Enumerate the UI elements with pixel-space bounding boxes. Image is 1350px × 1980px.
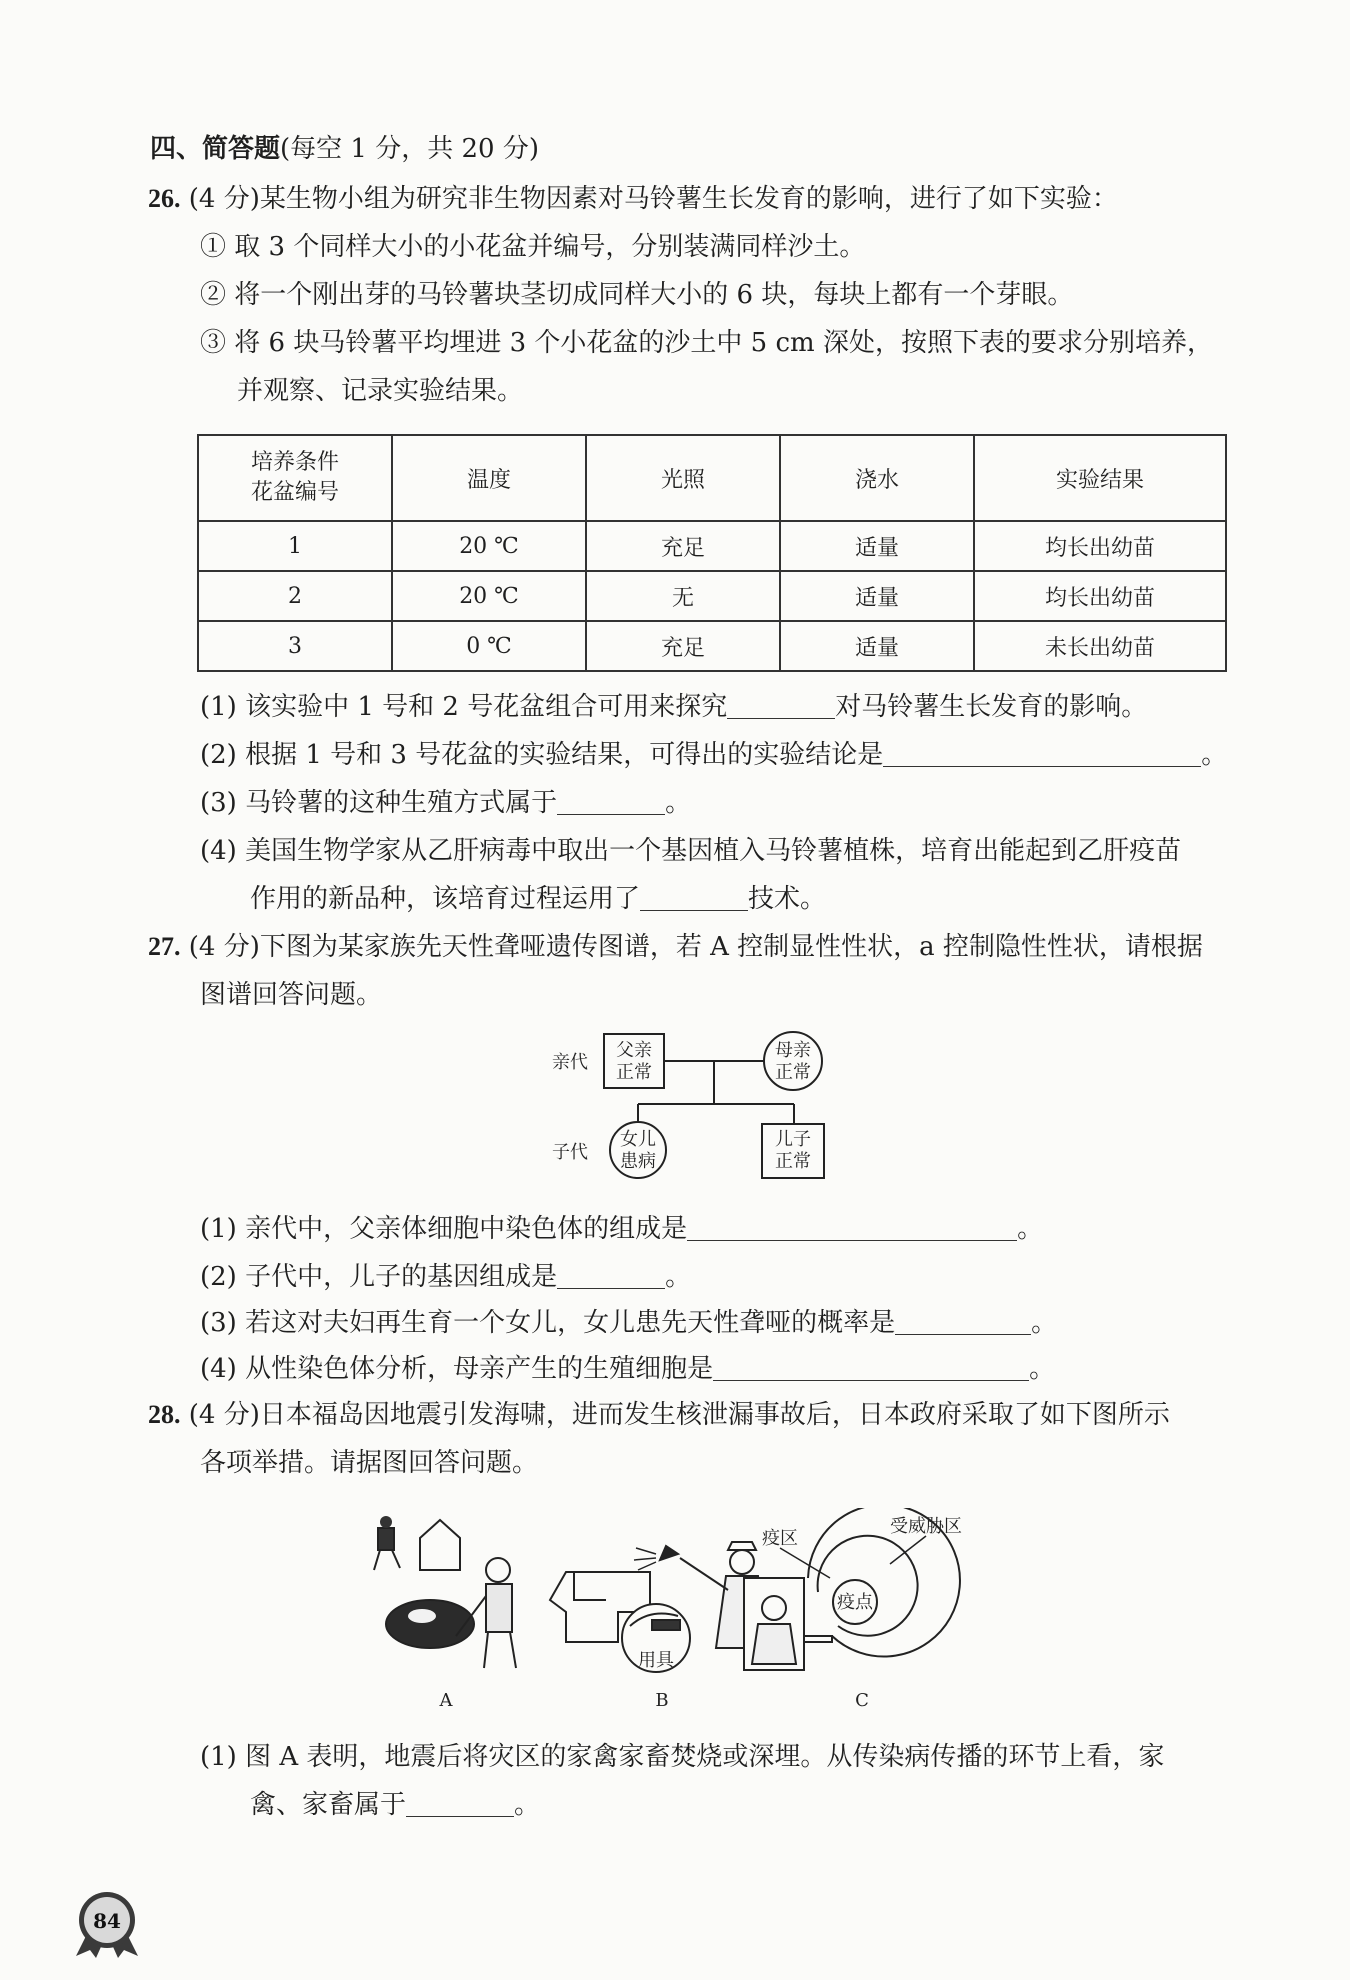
q26-sub-2 <box>200 738 1227 772</box>
q27-number: 27. <box>148 932 181 961</box>
q26-sub-1-tail: 对马铃薯生长发育的影响。 <box>835 692 1148 722</box>
burial-pit-icon <box>386 1600 474 1648</box>
q28-sub-1-tail: 。 <box>514 1790 541 1820</box>
q27-sub-1-tail: 。 <box>1017 1214 1044 1244</box>
cell-light: 充足 <box>586 521 780 571</box>
q26-step-1: ① 取 3 个同样大小的小花盆并编号，分别装满同样沙土。 <box>200 232 866 262</box>
cell-pot: 1 <box>198 521 392 571</box>
cell-water: 适量 <box>780 521 974 571</box>
cell-temperature: 0 ℃ <box>392 621 586 671</box>
q26-sub-4: (4) 美国生物学家从乙肝病毒中取出一个基因植入马铃薯植株，培育出能起到乙肝疫苗 <box>200 836 1182 866</box>
q28-sub-1: (1) 图 A 表明，地震后将灾区的家禽家畜焚烧或深埋。从传染病传播的环节上看，家 <box>200 1742 1165 1772</box>
q26-stem <box>148 182 1118 216</box>
q26-stem-text: (4 分)某生物小组为研究非生物因素对马铃薯生长发育的影响，进行了如下实验： <box>188 184 1118 214</box>
header-result: 实验结果 <box>974 435 1226 521</box>
q27-sub-4-text: (4) 从性染色体分析，母亲产生的生殖细胞是 <box>200 1354 714 1384</box>
q28-blank-1[interactable] <box>406 1792 514 1817</box>
spray-nozzle-icon <box>660 1546 678 1560</box>
q26-sub-3-tail: 。 <box>665 788 692 818</box>
header-temperature: 温度 <box>392 435 586 521</box>
measures-figure <box>360 1508 980 1714</box>
q26-blank-2[interactable] <box>883 742 1201 767</box>
running-person-icon <box>378 1528 394 1550</box>
panel-b-label: B <box>655 1690 669 1711</box>
father-label-2: 正常 <box>616 1062 652 1083</box>
table-row <box>198 571 1226 621</box>
nurse-icon <box>730 1550 754 1574</box>
epidemic-point-label: 疫点 <box>837 1592 873 1613</box>
cell-result: 未长出幼苗 <box>974 621 1226 671</box>
q27-sub-2-tail: 。 <box>665 1262 692 1292</box>
table-row <box>198 521 1226 571</box>
daughter-label-1: 女儿 <box>620 1129 656 1150</box>
son-label-1: 儿子 <box>775 1129 811 1150</box>
table-header-row <box>198 435 1226 521</box>
cell-water: 适量 <box>780 621 974 671</box>
cell-water: 适量 <box>780 571 974 621</box>
q26-number: 26. <box>148 184 181 213</box>
panel-a-illustration <box>374 1516 516 1668</box>
q27-sub-3 <box>200 1306 1057 1340</box>
q27-sub-2-text: (2) 子代中，儿子的基因组成是 <box>200 1262 558 1292</box>
q28-stem <box>148 1398 1170 1432</box>
house-icon <box>420 1520 460 1570</box>
cell-result: 均长出幼苗 <box>974 571 1226 621</box>
q26-step-3: ③ 将 6 块马铃薯平均埋进 3 个小花盆的沙土中 5 cm 深处，按照下表的要求分别培养， <box>200 328 1213 358</box>
q27-sub-3-tail: 。 <box>1031 1308 1058 1338</box>
q26-sub-4-tail: 技术。 <box>748 884 827 914</box>
q27-stem-cont: 图谱回答问题。 <box>200 980 383 1010</box>
page-number: 84 <box>93 1909 121 1933</box>
panel-b-illustration <box>550 1542 768 1672</box>
q26-step-2: ② 将一个刚出芽的马铃薯块茎切成同样大小的 6 块，每块上都有一个芽眼。 <box>200 280 1074 310</box>
q28-sub-1-cont <box>250 1788 540 1822</box>
q27-sub-4 <box>200 1352 1055 1386</box>
q26-blank-4[interactable] <box>640 886 748 911</box>
page-number-badge <box>72 1888 142 1958</box>
epidemic-zone-label: 疫区 <box>762 1528 798 1549</box>
panel-c-illustration <box>744 1508 962 1670</box>
q27-stem-text: (4 分)下图为某家族先天性聋哑遗传图谱，若 A 控制显性性状，a 控制隐性性状，请根据 <box>188 932 1203 962</box>
q28-stem-cont: 各项举措。请据图回答问题。 <box>200 1448 539 1478</box>
tool-label: 用具 <box>638 1650 674 1671</box>
daughter-label-2: 患病 <box>620 1151 656 1172</box>
cell-light: 充足 <box>586 621 780 671</box>
q27-sub-1-text: (1) 亲代中，父亲体细胞中染色体的组成是 <box>200 1214 688 1244</box>
panel-c-label: C <box>855 1690 869 1711</box>
q26-blank-3[interactable] <box>557 790 665 815</box>
son-label-2: 正常 <box>775 1151 811 1172</box>
corner-bottom-label: 花盆编号 <box>250 480 339 505</box>
section-title: 四、简答题 <box>150 134 281 164</box>
cell-light: 无 <box>586 571 780 621</box>
q27-sub-1 <box>200 1212 1043 1246</box>
cell-temperature: 20 ℃ <box>392 521 586 571</box>
q27-blank-4[interactable] <box>713 1356 1029 1381</box>
cell-pot: 3 <box>198 621 392 671</box>
q27-stem <box>148 930 1203 964</box>
mother-label-1: 母亲 <box>775 1040 811 1061</box>
panel-a-label: A <box>439 1690 453 1711</box>
pedigree-chart <box>540 1026 840 1192</box>
header-water: 浇水 <box>780 435 974 521</box>
cell-result: 均长出幼苗 <box>974 521 1226 571</box>
q27-sub-4-tail: 。 <box>1029 1354 1056 1384</box>
cell-pot: 2 <box>198 571 392 621</box>
q26-sub-4-text: 作用的新品种，该培育过程运用了 <box>250 884 641 914</box>
q26-sub-1 <box>200 690 1147 724</box>
experiment-table <box>197 434 1227 672</box>
q26-blank-1[interactable] <box>727 694 835 719</box>
q27-blank-2[interactable] <box>557 1264 665 1289</box>
q28-number: 28. <box>148 1400 181 1429</box>
table-row <box>198 621 1226 671</box>
q26-sub-2-tail: 。 <box>1201 740 1228 770</box>
q27-sub-2 <box>200 1260 691 1294</box>
q27-blank-3[interactable] <box>895 1310 1031 1335</box>
section-heading <box>150 132 539 166</box>
q28-sub-1-text: 禽、家畜属于 <box>250 1790 407 1820</box>
worker-icon <box>486 1558 510 1582</box>
q26-sub-3-text: (3) 马铃薯的这种生殖方式属于 <box>200 788 558 818</box>
parent-generation-label: 亲代 <box>552 1052 588 1073</box>
q26-sub-2-text: (2) 根据 1 号和 3 号花盆的实验结果，可得出的实验结论是 <box>200 740 884 770</box>
father-label-1: 父亲 <box>616 1040 652 1061</box>
q26-sub-3 <box>200 786 691 820</box>
q27-sub-3-text: (3) 若这对夫妇再生育一个女儿，女儿患先天性聋哑的概率是 <box>200 1308 896 1338</box>
child-generation-label: 子代 <box>552 1142 588 1163</box>
q26-sub-4-cont <box>250 882 826 916</box>
q26-sub-1-text: (1) 该实验中 1 号和 2 号花盆组合可用来探究 <box>200 692 728 722</box>
corner-top-label: 培养条件 <box>250 450 339 475</box>
mother-label-2: 正常 <box>775 1062 811 1083</box>
q27-blank-1[interactable] <box>687 1216 1017 1241</box>
table-corner-header <box>198 435 392 521</box>
header-light: 光照 <box>586 435 780 521</box>
q28-stem-text: (4 分)日本福岛因地震引发海啸，进而发生核泄漏事故后，日本政府采取了如下图所示 <box>188 1400 1170 1430</box>
q26-step-3-cont: 并观察、记录实验结果。 <box>237 376 524 406</box>
section-note: (每空 1 分，共 20 分) <box>280 134 539 164</box>
threatened-zone-label: 受威胁区 <box>890 1516 962 1537</box>
cell-temperature: 20 ℃ <box>392 571 586 621</box>
